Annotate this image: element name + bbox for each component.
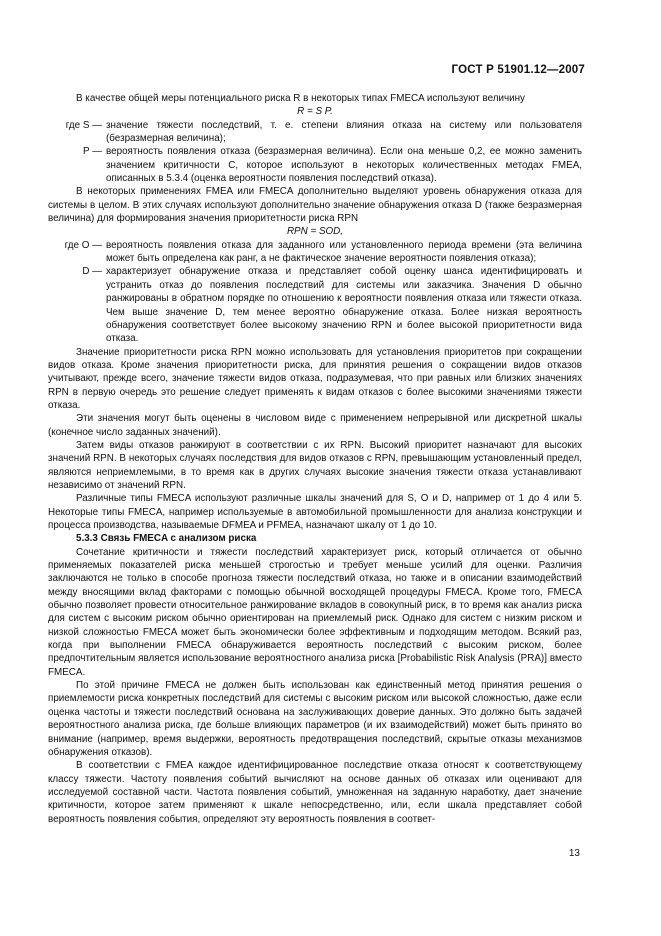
definition-s xyxy=(48,119,582,146)
paragraph: В качестве общей меры потенциального риска R в некоторых типах FMECA используют величину xyxy=(76,93,525,104)
definition-text: вероятность появления отказа для заданного или установленного периода времени (эта величина может быть определена как ранг, а не фактическое значение вероятности появления отказа); xyxy=(106,239,582,265)
paragraph: В соответствии с FMEA каждое идентифицированное последствие отказа относят к соответствующему классу тяжести. Частоту появления событий вычисляют на основе данных об отказах или оценивают для исследуемой составной части. Частота появления событий, умноженная на заданную наработку, дает значение критичности, которое затем применяют к шкале непосредственно, или, если шкала представляет собой вероятность появления события, определяют эту вероятность появления в соответ- xyxy=(48,760,582,825)
paragraph: Различные типы FMECA используют различные шкалы значений для S, O и D, например от 1 до 4 или 5. Некоторые типы FMECA, например используемые в автомобильной промышленности для анализа конструкции и процесса производства, называемые DFMEA и PFMEA, назначают шкалу от 1 до 10. xyxy=(48,493,582,531)
document-code: ГОСТ Р 51901.12—2007 xyxy=(451,64,585,76)
paragraph: Сочетание критичности и тяжести последствий характеризует риск, который отличается от обычно применяемых показателей риска меньшей строгостью и требует меньше усилий для оценки. Различия заключаются не только в способе прогноза тяжести последствий отказа, но также и в описании взаимодействий между вносящими вклад факторами с помощью обычной восходящей процедуры FMECA. Кроме того, FMECA обычно позволяет провести относительное ранжирование вкладов в совокупный риск, в то время как анализ риска для систем с высоким риском обычно ориентирован на приемлемый риск. Однако для систем с низким риском и низкой сложностью FMECA может быть экономически более эффективным и подходящим методом. Всякий раз, когда при выполнении FMECA обнаруживается вероятность последствий с высоким риском, более предпочтительным является использование вероятностного анализа риска [Probabilistic Risk Analysis (PRA)] вместо FMECA. xyxy=(48,546,582,678)
formula-risk: R = S P. xyxy=(297,106,333,118)
definition-term: D — xyxy=(82,266,102,278)
definition-d xyxy=(48,265,582,345)
definition-text: вероятность появления отказа (безразмерная величина). Если она меньше 0,2, ее можно заменить значением критичности C, которое используют в некоторых количественных методах FMEA, описанных в 5.3.4 (оценка вероятности появления последствий отказа). xyxy=(106,146,582,185)
page-number: 13 xyxy=(568,848,580,859)
definition-term: где S — xyxy=(65,119,102,131)
paragraph: Эти значения могут быть оценены в числовом виде с применением непрерывной или дискретной шкалы (конечное число заданных значений). xyxy=(48,413,582,438)
formula-rpn: RPN = SOD, xyxy=(286,226,344,238)
definition-text: значение тяжести последствий, т. е. степени влияния отказа на систему или пользователя (безразмерная величина); xyxy=(106,119,582,145)
paragraph: По этой причине FMECA не должен быть использован как единственный метод принятия решения о приемлемости риска конкретных последствий для системы с высоким риском или высокой сложностью, даже если оценка частоты и тяжести последствий основана на заслуживающих доверие данных. Это должно быть задачей вероятностного анализа риска, где больше влияющих параметров (и их взаимодействий) может быть принято во внимание (например, время выдержки, вероятность предотвращения последствий, скрытые отказы механизмов обнаружения отказов). xyxy=(48,680,582,758)
page-body xyxy=(48,92,582,826)
paragraph: В некоторых применениях FMEA или FMECA дополнительно выделяют уровень обнаружения отказа для системы в целом. В этих случаях используют дополнительно значение обнаружения отказа D (также безразмерная величина) для формирования значения приоритетности риска RPN xyxy=(48,186,582,225)
section-heading: 5.3.3 Связь FMECA с анализом риска xyxy=(76,533,257,545)
definition-text: характеризует обнаружение отказа и представляет собой оценку шанса идентифицировать и устранить отказ до появления последствий для системы или заказчика. Значения D обычно ранжированы в обратном порядке по отношению к вероятности появления отказа или тяжести отказа. Чем выше значение D, тем менее вероятно обнаружение отказа. Более низкая вероятность обнаружения соответствует более высокому значению RPN и более высокой приоритетности вида отказа. xyxy=(106,266,582,345)
definition-o xyxy=(48,239,582,266)
paragraph: Затем виды отказов ранжируют в соответствии с их RPN. Высокий приоритет назначают для высоких значений RPN. В некоторых случаях последствия для видов отказов с RPN, превышающим установленный предел, являются неприемлемыми, в то время как в других случаях высокие значения тяжести отказа устанавливают независимо от значений RPN. xyxy=(48,439,582,491)
definition-term: P — xyxy=(83,146,102,158)
definition-term: где O — xyxy=(64,239,102,251)
paragraph: Значение приоритетности риска RPN можно использовать для установления приоритетов при сокращении видов отказа. Кроме значения приоритетности риска, для принятия решения о сокращении видов отказов учитывают, прежде всего, значение тяжести видов отказа, подразумевая, что при равных или близких значениях RPN в первую очередь это решение следует применять к видам отказов с более высокими значениями тяжести отказа. xyxy=(48,346,582,411)
definition-p xyxy=(48,145,582,185)
